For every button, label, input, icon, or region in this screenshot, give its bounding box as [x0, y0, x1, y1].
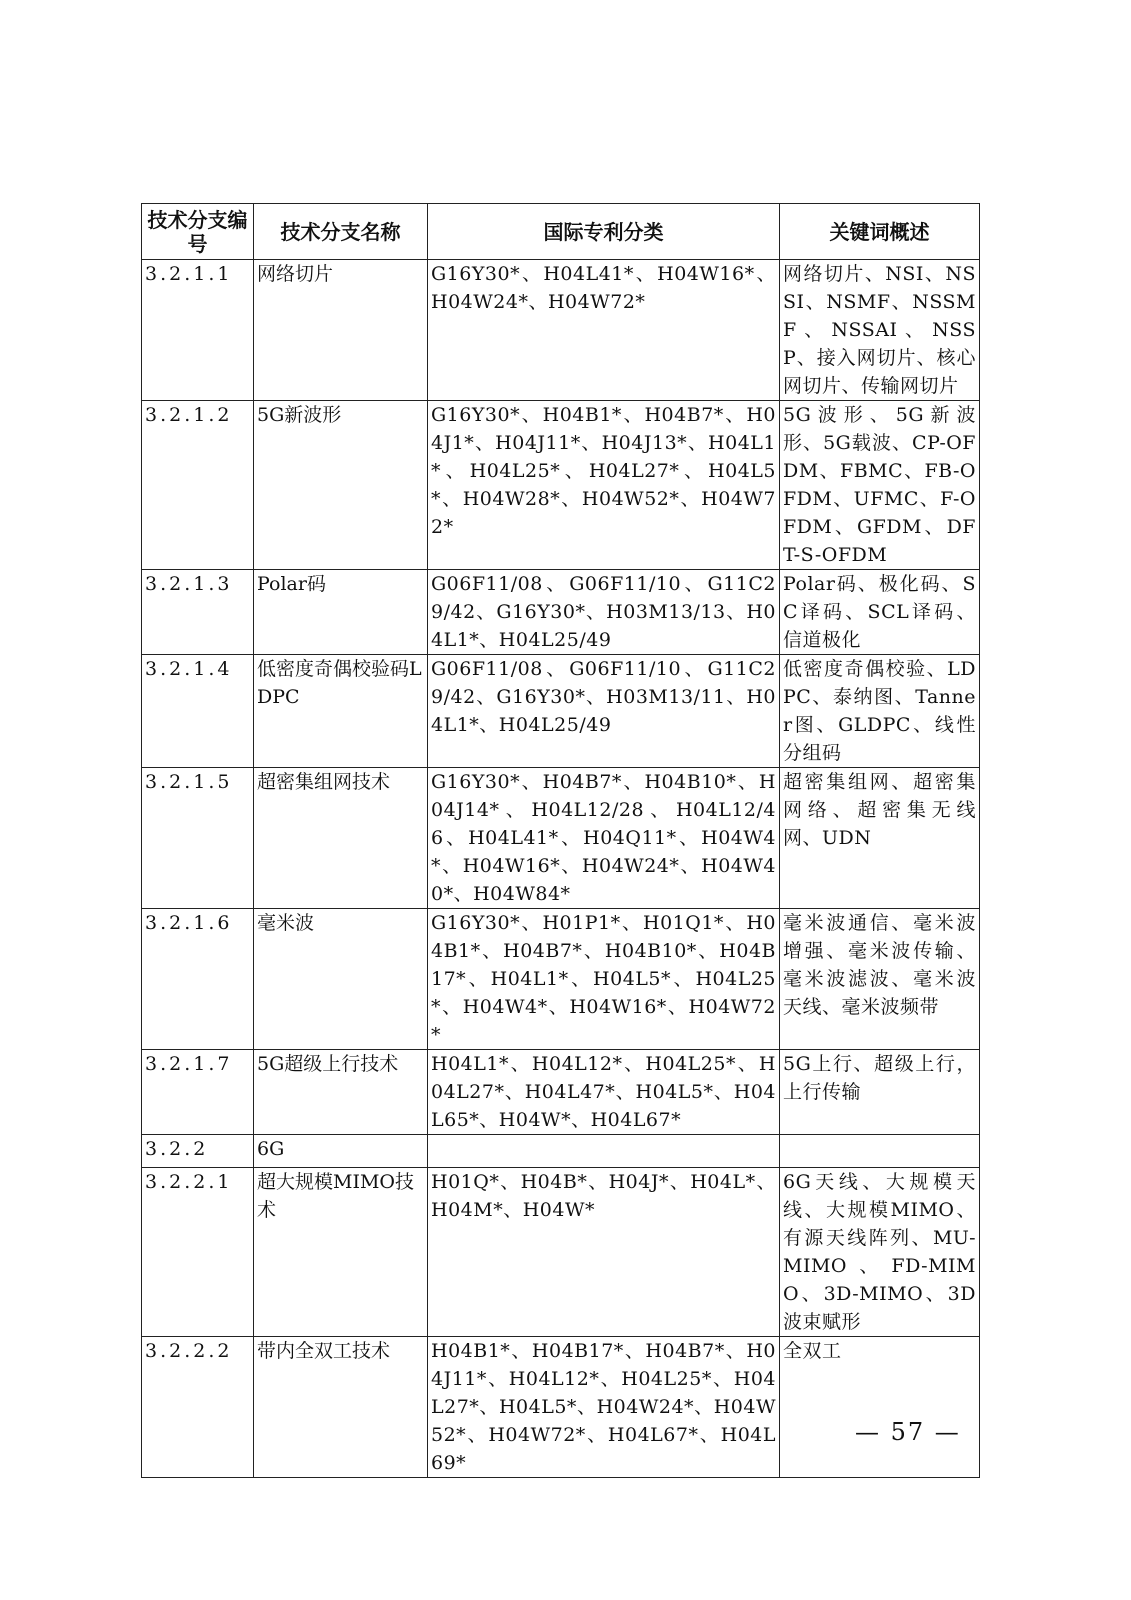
table-row — [142, 401, 980, 570]
branch-name: 超大规模MIMO技术 — [254, 1168, 428, 1337]
keywords — [780, 1135, 980, 1168]
branch-code: 3.2.2.2 — [142, 1337, 254, 1478]
branch-name: 5G新波形 — [254, 401, 428, 570]
ipc-classes: H04L1*、H04L12*、H04L25*、H04L27*、H04L47*、H04L5*、H04L65*、H04W*、H04L67* — [428, 1050, 780, 1135]
branch-code: 3.2.1.7 — [142, 1050, 254, 1135]
branch-code: 3.2.1.1 — [142, 260, 254, 401]
ipc-classes: G16Y30*、H04B7*、H04B10*、H04J14*、H04L12/28、H04L12/46、H04L41*、H04Q11*、H04W4*、H04W16*、H04W24*、H04W40*、H04W84* — [428, 768, 780, 909]
keywords: Polar码、极化码、SC译码、SCL译码、信道极化 — [780, 570, 980, 655]
branch-code: 3.2.1.4 — [142, 655, 254, 768]
keywords: 5G上行、超级上行，上行传输 — [780, 1050, 980, 1135]
page-number: — 57 — — [855, 1418, 961, 1446]
ipc-classes: H04B1*、H04B17*、H04B7*、H04J11*、H04L12*、H04L25*、H04L27*、H04L5*、H04W24*、H04W52*、H04W72*、H04L67*、H04L69* — [428, 1337, 780, 1478]
ipc-classes: G16Y30*、H04L41*、H04W16*、H04W24*、H04W72* — [428, 260, 780, 401]
keywords: 毫米波通信、毫米波增强、毫米波传输、毫米波滤波、毫米波天线、毫米波频带 — [780, 909, 980, 1050]
branch-code: 3.2.2 — [142, 1135, 254, 1168]
ipc-classes: G16Y30*、H04B1*、H04B7*、H04J1*、H04J11*、H04J13*、H04L1*、H04L25*、H04L27*、H04L5*、H04W28*、H04W52*、H04W72* — [428, 401, 780, 570]
branch-name: 带内全双工技术 — [254, 1337, 428, 1478]
branch-name: Polar码 — [254, 570, 428, 655]
header-keywords: 关键词概述 — [780, 204, 980, 260]
keywords: 低密度奇偶校验、LDPC、泰纳图、Tanner图、GLDPC、线性分组码 — [780, 655, 980, 768]
table-row — [142, 909, 980, 1050]
table-row — [142, 1135, 980, 1168]
table-row — [142, 1050, 980, 1135]
branch-code: 3.2.1.6 — [142, 909, 254, 1050]
ipc-classes: H01Q*、H04B*、H04J*、H04L*、H04M*、H04W* — [428, 1168, 780, 1337]
classification-table — [141, 203, 980, 1478]
table-row — [142, 655, 980, 768]
table-row — [142, 1168, 980, 1337]
branch-name: 低密度奇偶校验码LDPC — [254, 655, 428, 768]
header-code: 技术分支编号 — [142, 204, 254, 260]
branch-code: 3.2.1.3 — [142, 570, 254, 655]
branch-name: 5G超级上行技术 — [254, 1050, 428, 1135]
branch-code: 3.2.1.5 — [142, 768, 254, 909]
header-name: 技术分支名称 — [254, 204, 428, 260]
ipc-classes: G06F11/08、G06F11/10、G11C29/42、G16Y30*、H03M13/11、H04L1*、H04L25/49 — [428, 655, 780, 768]
branch-code: 3.2.2.1 — [142, 1168, 254, 1337]
keywords: 全双工 — [780, 1337, 980, 1478]
ipc-classes — [428, 1135, 780, 1168]
table-row — [142, 570, 980, 655]
ipc-classes: G06F11/08、G06F11/10、G11C29/42、G16Y30*、H03M13/13、H04L1*、H04L25/49 — [428, 570, 780, 655]
table-row — [142, 1337, 980, 1478]
branch-name: 超密集组网技术 — [254, 768, 428, 909]
table-row — [142, 768, 980, 909]
keywords: 5G波形、5G新波形、5G载波、CP-OFDM、FBMC、FB-OFDM、UFMC、F-OFDM、GFDM、DFT-S-OFDM — [780, 401, 980, 570]
branch-name: 6G — [254, 1135, 428, 1168]
branch-name: 毫米波 — [254, 909, 428, 1050]
keywords: 6G天线、大规模天线、大规模MIMO、有源天线阵列、MU-MIMO、FD-MIMO、3D-MIMO、3D波束赋形 — [780, 1168, 980, 1337]
table-row — [142, 260, 980, 401]
keywords: 超密集组网、超密集网络、超密集无线网、UDN — [780, 768, 980, 909]
header-ipc: 国际专利分类 — [428, 204, 780, 260]
branch-name: 网络切片 — [254, 260, 428, 401]
branch-code: 3.2.1.2 — [142, 401, 254, 570]
header-row — [142, 204, 980, 260]
keywords: 网络切片、NSI、NSSI、NSMF、NSSMF、NSSAI、NSSP、接入网切片、核心网切片、传输网切片 — [780, 260, 980, 401]
ipc-classes: G16Y30*、H01P1*、H01Q1*、H04B1*、H04B7*、H04B10*、H04B17*、H04L1*、H04L5*、H04L25*、H04W4*、H04W16*、H04W72* — [428, 909, 780, 1050]
